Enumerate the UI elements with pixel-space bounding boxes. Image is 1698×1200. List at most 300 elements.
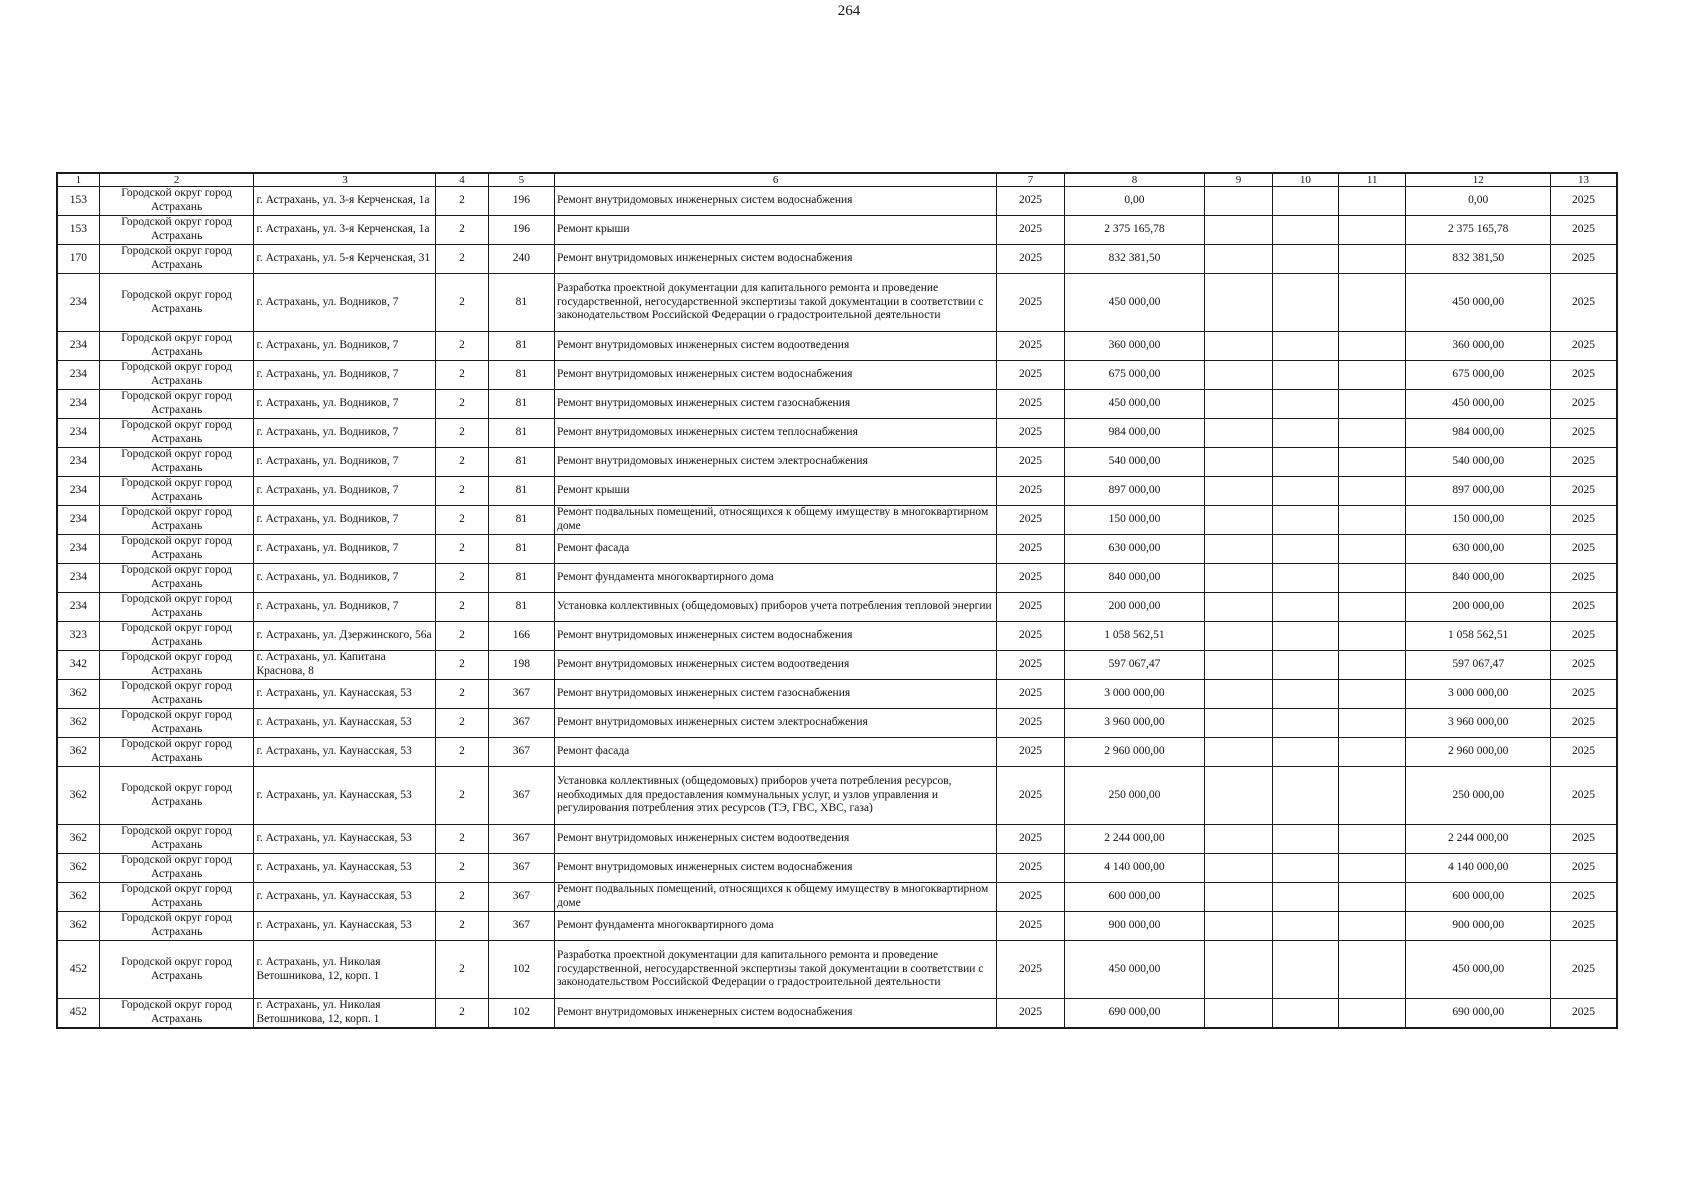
table-body [57, 187, 1617, 1028]
municipality-cell: Городской округ город Астрахань [99, 274, 254, 332]
column-5-cell: 102 [488, 999, 554, 1028]
cost-cell: 840 000,00 [1064, 564, 1205, 593]
row-number-cell: 362 [57, 883, 99, 912]
cost-total-cell: 450 000,00 [1406, 390, 1551, 419]
work-type-cell: Ремонт фундамента многоквартирного дома [555, 912, 997, 941]
municipality-cell: Городской округ город Астрахань [99, 680, 254, 709]
cost-cell: 675 000,00 [1064, 361, 1205, 390]
column-11-cell [1339, 738, 1406, 767]
table-row [57, 332, 1617, 361]
row-number-cell: 362 [57, 680, 99, 709]
column-10-cell [1272, 390, 1338, 419]
column-header-7: 7 [997, 173, 1064, 187]
column-11-cell [1339, 390, 1406, 419]
address-cell: г. Астрахань, ул. Водников, 7 [254, 477, 436, 506]
column-number-row [57, 173, 1617, 187]
address-cell: г. Астрахань, ул. Водников, 7 [254, 274, 436, 332]
municipality-cell: Городской округ город Астрахань [99, 187, 254, 216]
column-header-6: 6 [555, 173, 997, 187]
table-row [57, 245, 1617, 274]
year-cell: 2025 [997, 854, 1064, 883]
address-cell: г. Астрахань, ул. Каунасская, 53 [254, 883, 436, 912]
column-4-cell: 2 [436, 680, 488, 709]
column-header-4: 4 [436, 173, 488, 187]
completion-year-cell: 2025 [1551, 419, 1617, 448]
column-4-cell: 2 [436, 999, 488, 1028]
column-header-12: 12 [1406, 173, 1551, 187]
column-4-cell: 2 [436, 651, 488, 680]
address-cell: г. Астрахань, ул. Николая Ветошникова, 12, корп. 1 [254, 941, 436, 999]
column-9-cell [1205, 419, 1272, 448]
column-5-cell: 81 [488, 593, 554, 622]
year-cell: 2025 [997, 883, 1064, 912]
completion-year-cell: 2025 [1551, 825, 1617, 854]
address-cell: г. Астрахань, ул. Каунасская, 53 [254, 854, 436, 883]
work-type-cell: Ремонт внутридомовых инженерных систем водоотведения [555, 825, 997, 854]
municipality-cell: Городской округ город Астрахань [99, 999, 254, 1028]
cost-total-cell: 540 000,00 [1406, 448, 1551, 477]
column-9-cell [1205, 622, 1272, 651]
year-cell: 2025 [997, 680, 1064, 709]
column-9-cell [1205, 767, 1272, 825]
row-number-cell: 234 [57, 535, 99, 564]
table-header [57, 173, 1617, 187]
cost-cell: 2 960 000,00 [1064, 738, 1205, 767]
address-cell: г. Астрахань, ул. Водников, 7 [254, 419, 436, 448]
table-row [57, 187, 1617, 216]
cost-cell: 3 000 000,00 [1064, 680, 1205, 709]
column-11-cell [1339, 883, 1406, 912]
column-9-cell [1205, 941, 1272, 999]
cost-cell: 450 000,00 [1064, 390, 1205, 419]
column-header-2: 2 [99, 173, 254, 187]
row-number-cell: 234 [57, 361, 99, 390]
row-number-cell: 153 [57, 187, 99, 216]
cost-total-cell: 675 000,00 [1406, 361, 1551, 390]
column-4-cell: 2 [436, 448, 488, 477]
column-10-cell [1272, 825, 1338, 854]
year-cell: 2025 [997, 506, 1064, 535]
column-4-cell: 2 [436, 245, 488, 274]
column-4-cell: 2 [436, 506, 488, 535]
completion-year-cell: 2025 [1551, 274, 1617, 332]
column-11-cell [1339, 332, 1406, 361]
work-type-cell: Ремонт внутридомовых инженерных систем газоснабжения [555, 680, 997, 709]
column-5-cell: 196 [488, 216, 554, 245]
table-row [57, 506, 1617, 535]
row-number-cell: 452 [57, 941, 99, 999]
address-cell: г. Астрахань, ул. Каунасская, 53 [254, 709, 436, 738]
address-cell: г. Астрахань, ул. Водников, 7 [254, 506, 436, 535]
column-10-cell [1272, 738, 1338, 767]
address-cell: г. Астрахань, ул. Каунасская, 53 [254, 680, 436, 709]
address-cell: г. Астрахань, ул. Каунасская, 53 [254, 767, 436, 825]
year-cell: 2025 [997, 419, 1064, 448]
row-number-cell: 170 [57, 245, 99, 274]
address-cell: г. Астрахань, ул. Николая Ветошникова, 12, корп. 1 [254, 999, 436, 1028]
capital-repair-table [56, 172, 1618, 1029]
table-row [57, 883, 1617, 912]
municipality-cell: Городской округ город Астрахань [99, 854, 254, 883]
work-type-cell: Ремонт подвальных помещений, относящихся к общему имуществу в многоквартирном доме [555, 883, 997, 912]
column-5-cell: 367 [488, 854, 554, 883]
cost-total-cell: 1 058 562,51 [1406, 622, 1551, 651]
cost-cell: 4 140 000,00 [1064, 854, 1205, 883]
work-type-cell: Ремонт внутридомовых инженерных систем водоснабжения [555, 999, 997, 1028]
municipality-cell: Городской округ город Астрахань [99, 245, 254, 274]
column-5-cell: 81 [488, 361, 554, 390]
cost-cell: 450 000,00 [1064, 274, 1205, 332]
cost-total-cell: 4 140 000,00 [1406, 854, 1551, 883]
municipality-cell: Городской округ город Астрахань [99, 564, 254, 593]
completion-year-cell: 2025 [1551, 535, 1617, 564]
column-9-cell [1205, 709, 1272, 738]
column-9-cell [1205, 535, 1272, 564]
column-5-cell: 81 [488, 274, 554, 332]
column-10-cell [1272, 883, 1338, 912]
completion-year-cell: 2025 [1551, 332, 1617, 361]
column-10-cell [1272, 245, 1338, 274]
table-row [57, 274, 1617, 332]
table-row [57, 651, 1617, 680]
municipality-cell: Городской округ город Астрахань [99, 622, 254, 651]
cost-cell: 0,00 [1064, 187, 1205, 216]
cost-cell: 832 381,50 [1064, 245, 1205, 274]
column-9-cell [1205, 854, 1272, 883]
year-cell: 2025 [997, 332, 1064, 361]
row-number-cell: 234 [57, 448, 99, 477]
column-4-cell: 2 [436, 361, 488, 390]
column-4-cell: 2 [436, 216, 488, 245]
table-row [57, 825, 1617, 854]
row-number-cell: 362 [57, 767, 99, 825]
column-5-cell: 367 [488, 883, 554, 912]
address-cell: г. Астрахань, ул. 5-я Керченская, 31 [254, 245, 436, 274]
municipality-cell: Городской округ город Астрахань [99, 332, 254, 361]
table-row [57, 419, 1617, 448]
address-cell: г. Астрахань, ул. Каунасская, 53 [254, 738, 436, 767]
work-type-cell: Ремонт внутридомовых инженерных систем электроснабжения [555, 709, 997, 738]
completion-year-cell: 2025 [1551, 709, 1617, 738]
column-5-cell: 81 [488, 564, 554, 593]
year-cell: 2025 [997, 593, 1064, 622]
column-10-cell [1272, 448, 1338, 477]
cost-cell: 150 000,00 [1064, 506, 1205, 535]
cost-cell: 2 375 165,78 [1064, 216, 1205, 245]
cost-cell: 600 000,00 [1064, 883, 1205, 912]
cost-cell: 360 000,00 [1064, 332, 1205, 361]
year-cell: 2025 [997, 216, 1064, 245]
row-number-cell: 362 [57, 738, 99, 767]
column-10-cell [1272, 709, 1338, 738]
column-10-cell [1272, 854, 1338, 883]
cost-cell: 450 000,00 [1064, 941, 1205, 999]
column-11-cell [1339, 767, 1406, 825]
row-number-cell: 234 [57, 564, 99, 593]
column-11-cell [1339, 593, 1406, 622]
column-11-cell [1339, 999, 1406, 1028]
work-type-cell: Ремонт внутридомовых инженерных систем водоснабжения [555, 854, 997, 883]
year-cell: 2025 [997, 999, 1064, 1028]
municipality-cell: Городской округ город Астрахань [99, 535, 254, 564]
year-cell: 2025 [997, 477, 1064, 506]
municipality-cell: Городской округ город Астрахань [99, 767, 254, 825]
year-cell: 2025 [997, 535, 1064, 564]
column-11-cell [1339, 448, 1406, 477]
column-4-cell: 2 [436, 622, 488, 651]
column-4-cell: 2 [436, 593, 488, 622]
column-9-cell [1205, 912, 1272, 941]
column-4-cell: 2 [436, 883, 488, 912]
column-5-cell: 166 [488, 622, 554, 651]
table-row [57, 361, 1617, 390]
table-row [57, 854, 1617, 883]
row-number-cell: 362 [57, 854, 99, 883]
address-cell: г. Астрахань, ул. Капитана Краснова, 8 [254, 651, 436, 680]
completion-year-cell: 2025 [1551, 651, 1617, 680]
column-11-cell [1339, 941, 1406, 999]
address-cell: г. Астрахань, ул. 3-я Керченская, 1а [254, 187, 436, 216]
column-10-cell [1272, 274, 1338, 332]
column-4-cell: 2 [436, 912, 488, 941]
address-cell: г. Астрахань, ул. Каунасская, 53 [254, 825, 436, 854]
column-header-10: 10 [1272, 173, 1338, 187]
table-row [57, 709, 1617, 738]
year-cell: 2025 [997, 448, 1064, 477]
completion-year-cell: 2025 [1551, 564, 1617, 593]
completion-year-cell: 2025 [1551, 477, 1617, 506]
cost-total-cell: 360 000,00 [1406, 332, 1551, 361]
column-11-cell [1339, 854, 1406, 883]
column-5-cell: 81 [488, 535, 554, 564]
address-cell: г. Астрахань, ул. Каунасская, 53 [254, 912, 436, 941]
column-10-cell [1272, 912, 1338, 941]
column-11-cell [1339, 535, 1406, 564]
column-5-cell: 240 [488, 245, 554, 274]
cost-total-cell: 3 000 000,00 [1406, 680, 1551, 709]
table-row [57, 622, 1617, 651]
completion-year-cell: 2025 [1551, 245, 1617, 274]
address-cell: г. Астрахань, ул. 3-я Керченская, 1а [254, 216, 436, 245]
address-cell: г. Астрахань, ул. Водников, 7 [254, 564, 436, 593]
column-9-cell [1205, 332, 1272, 361]
table-row [57, 999, 1617, 1028]
column-header-9: 9 [1205, 173, 1272, 187]
year-cell: 2025 [997, 361, 1064, 390]
year-cell: 2025 [997, 767, 1064, 825]
row-number-cell: 362 [57, 709, 99, 738]
column-10-cell [1272, 622, 1338, 651]
table-row [57, 390, 1617, 419]
year-cell: 2025 [997, 390, 1064, 419]
row-number-cell: 362 [57, 825, 99, 854]
column-11-cell [1339, 361, 1406, 390]
column-9-cell [1205, 245, 1272, 274]
column-10-cell [1272, 477, 1338, 506]
year-cell: 2025 [997, 912, 1064, 941]
municipality-cell: Городской округ город Астрахань [99, 883, 254, 912]
column-11-cell [1339, 274, 1406, 332]
column-9-cell [1205, 593, 1272, 622]
column-4-cell: 2 [436, 854, 488, 883]
column-4-cell: 2 [436, 564, 488, 593]
cost-cell: 3 960 000,00 [1064, 709, 1205, 738]
column-10-cell [1272, 187, 1338, 216]
cost-total-cell: 2 375 165,78 [1406, 216, 1551, 245]
column-4-cell: 2 [436, 187, 488, 216]
table-row [57, 216, 1617, 245]
cost-cell: 540 000,00 [1064, 448, 1205, 477]
completion-year-cell: 2025 [1551, 680, 1617, 709]
completion-year-cell: 2025 [1551, 361, 1617, 390]
cost-total-cell: 597 067,47 [1406, 651, 1551, 680]
table-row [57, 593, 1617, 622]
column-11-cell [1339, 506, 1406, 535]
column-5-cell: 367 [488, 767, 554, 825]
municipality-cell: Городской округ город Астрахань [99, 912, 254, 941]
column-11-cell [1339, 651, 1406, 680]
completion-year-cell: 2025 [1551, 593, 1617, 622]
row-number-cell: 234 [57, 593, 99, 622]
column-11-cell [1339, 825, 1406, 854]
row-number-cell: 234 [57, 274, 99, 332]
work-type-cell: Ремонт фасада [555, 535, 997, 564]
address-cell: г. Астрахань, ул. Дзержинского, 56а [254, 622, 436, 651]
cost-total-cell: 840 000,00 [1406, 564, 1551, 593]
column-9-cell [1205, 999, 1272, 1028]
cost-cell: 900 000,00 [1064, 912, 1205, 941]
column-10-cell [1272, 419, 1338, 448]
column-header-5: 5 [488, 173, 554, 187]
work-type-cell: Ремонт крыши [555, 477, 997, 506]
column-4-cell: 2 [436, 738, 488, 767]
column-5-cell: 81 [488, 448, 554, 477]
completion-year-cell: 2025 [1551, 448, 1617, 477]
municipality-cell: Городской округ город Астрахань [99, 216, 254, 245]
cost-total-cell: 2 960 000,00 [1406, 738, 1551, 767]
completion-year-cell: 2025 [1551, 738, 1617, 767]
column-5-cell: 367 [488, 738, 554, 767]
column-9-cell [1205, 651, 1272, 680]
column-5-cell: 367 [488, 709, 554, 738]
municipality-cell: Городской округ город Астрахань [99, 448, 254, 477]
completion-year-cell: 2025 [1551, 941, 1617, 999]
year-cell: 2025 [997, 651, 1064, 680]
cost-cell: 250 000,00 [1064, 767, 1205, 825]
row-number-cell: 234 [57, 390, 99, 419]
year-cell: 2025 [997, 622, 1064, 651]
column-4-cell: 2 [436, 477, 488, 506]
column-9-cell [1205, 448, 1272, 477]
column-11-cell [1339, 622, 1406, 651]
cost-total-cell: 2 244 000,00 [1406, 825, 1551, 854]
column-5-cell: 102 [488, 941, 554, 999]
cost-total-cell: 0,00 [1406, 187, 1551, 216]
cost-cell: 200 000,00 [1064, 593, 1205, 622]
cost-cell: 897 000,00 [1064, 477, 1205, 506]
row-number-cell: 342 [57, 651, 99, 680]
column-5-cell: 81 [488, 506, 554, 535]
year-cell: 2025 [997, 738, 1064, 767]
address-cell: г. Астрахань, ул. Водников, 7 [254, 332, 436, 361]
cost-cell: 690 000,00 [1064, 999, 1205, 1028]
cost-total-cell: 450 000,00 [1406, 941, 1551, 999]
column-4-cell: 2 [436, 941, 488, 999]
table-row [57, 912, 1617, 941]
column-10-cell [1272, 651, 1338, 680]
column-11-cell [1339, 245, 1406, 274]
year-cell: 2025 [997, 941, 1064, 999]
completion-year-cell: 2025 [1551, 999, 1617, 1028]
row-number-cell: 153 [57, 216, 99, 245]
municipality-cell: Городской округ город Астрахань [99, 506, 254, 535]
column-4-cell: 2 [436, 390, 488, 419]
column-9-cell [1205, 216, 1272, 245]
column-header-8: 8 [1064, 173, 1205, 187]
year-cell: 2025 [997, 825, 1064, 854]
completion-year-cell: 2025 [1551, 622, 1617, 651]
completion-year-cell: 2025 [1551, 883, 1617, 912]
cost-total-cell: 900 000,00 [1406, 912, 1551, 941]
column-9-cell [1205, 564, 1272, 593]
column-5-cell: 198 [488, 651, 554, 680]
cost-total-cell: 250 000,00 [1406, 767, 1551, 825]
row-number-cell: 362 [57, 912, 99, 941]
address-cell: г. Астрахань, ул. Водников, 7 [254, 448, 436, 477]
column-4-cell: 2 [436, 709, 488, 738]
column-11-cell [1339, 216, 1406, 245]
column-4-cell: 2 [436, 767, 488, 825]
cost-total-cell: 450 000,00 [1406, 274, 1551, 332]
column-10-cell [1272, 506, 1338, 535]
work-type-cell: Ремонт внутридомовых инженерных систем водоснабжения [555, 361, 997, 390]
cost-cell: 597 067,47 [1064, 651, 1205, 680]
column-5-cell: 81 [488, 390, 554, 419]
column-header-13: 13 [1551, 173, 1617, 187]
column-10-cell [1272, 941, 1338, 999]
column-10-cell [1272, 593, 1338, 622]
work-type-cell: Ремонт внутридомовых инженерных систем электроснабжения [555, 448, 997, 477]
column-9-cell [1205, 883, 1272, 912]
column-9-cell [1205, 361, 1272, 390]
column-4-cell: 2 [436, 419, 488, 448]
completion-year-cell: 2025 [1551, 187, 1617, 216]
address-cell: г. Астрахань, ул. Водников, 7 [254, 361, 436, 390]
year-cell: 2025 [997, 564, 1064, 593]
cost-cell: 2 244 000,00 [1064, 825, 1205, 854]
municipality-cell: Городской округ город Астрахань [99, 709, 254, 738]
column-5-cell: 81 [488, 477, 554, 506]
completion-year-cell: 2025 [1551, 390, 1617, 419]
column-11-cell [1339, 477, 1406, 506]
column-5-cell: 81 [488, 332, 554, 361]
work-type-cell: Ремонт подвальных помещений, относящихся к общему имуществу в многоквартирном доме [555, 506, 997, 535]
row-number-cell: 234 [57, 332, 99, 361]
municipality-cell: Городской округ город Астрахань [99, 825, 254, 854]
municipality-cell: Городской округ город Астрахань [99, 477, 254, 506]
column-5-cell: 81 [488, 419, 554, 448]
column-11-cell [1339, 419, 1406, 448]
work-type-cell: Ремонт внутридомовых инженерных систем водоотведения [555, 651, 997, 680]
column-header-1: 1 [57, 173, 99, 187]
column-4-cell: 2 [436, 535, 488, 564]
column-header-11: 11 [1339, 173, 1406, 187]
year-cell: 2025 [997, 274, 1064, 332]
cost-cell: 984 000,00 [1064, 419, 1205, 448]
completion-year-cell: 2025 [1551, 854, 1617, 883]
column-5-cell: 367 [488, 680, 554, 709]
address-cell: г. Астрахань, ул. Водников, 7 [254, 535, 436, 564]
